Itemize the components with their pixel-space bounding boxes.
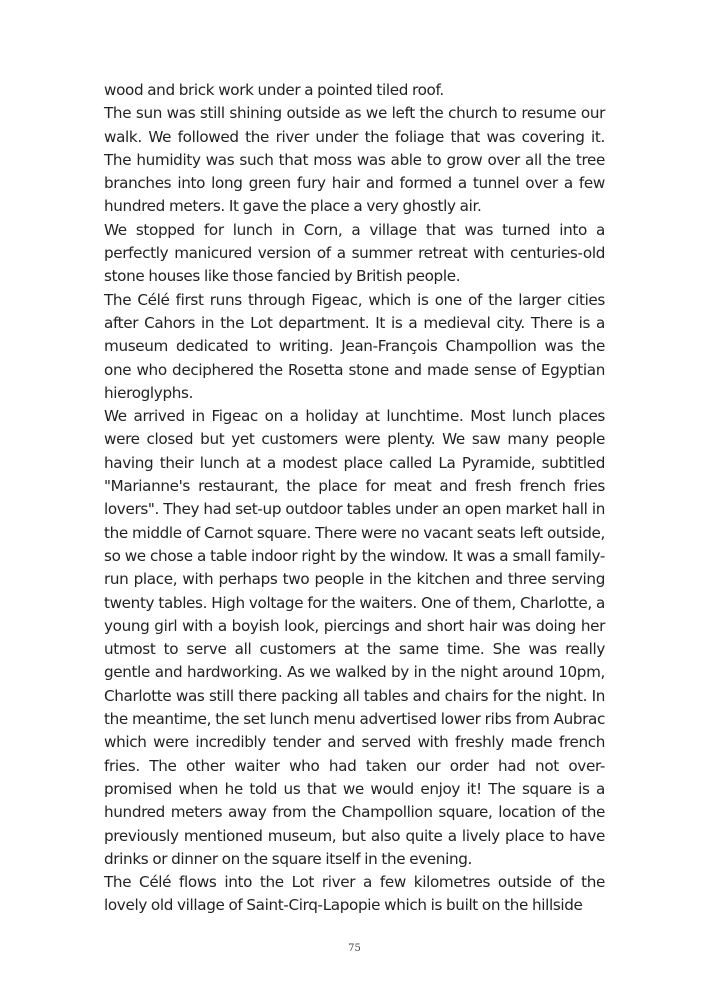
page-number: 75: [348, 943, 361, 954]
paragraph-saint-cirq-lapopie: The Célé flows into the Lot river a few kilometres outside of the lovely old village of Saint-Cirq-Lapopie which is built on the hillside: [104, 873, 605, 915]
paragraph-la-pyramide: We arrived in Figeac on a holiday at lunchtime. Most lunch places were closed but yet customers were plenty. We saw many people having their lunch at a modest place called La Pyramide, subtitled "Marianne's restaurant, the place for meat and fresh french fries lovers". They had set-up outdoor tables under an open market hall in the middle of Carnot square. There were no vacant seats left outside, so we chose a table indoor right by the window. It was a small family-run place, with perhaps two people in the kitchen and three serving twenty tables. High voltage for the waiters. One of them, Charlotte, a young girl with a boyish look, piercings and short hair was doing her utmost to serve all customers at the same time. She was really gentle and hardworking. As we walked by in the night around 10pm, Charlotte was still there packing all tables and chairs for the night. In the meantime, the set lunch menu advertised lower ribs from Aubrac which were incredibly tender and served with freshly made french fries. The other waiter who had taken our order had not over-promised when he told us that we would enjoy it! The square is a hundred meters away from the Champollion square, location of the previously mentioned museum, but also quite a lively place to have drinks or dinner on the square itself in the evening.: [104, 407, 605, 868]
paragraph-figeac: The Célé first runs through Figeac, which is one of the larger cities after Cahors in the Lot department. It is a medieval city. There is a museum dedicated to writing. Jean-François Champollion was the one who deciphered the Rosetta stone and made sense of Egyptian hieroglyphs.: [104, 290, 605, 402]
paragraph-walk-river: The sun was still shining outside as we left the church to resume our walk. We followed the river under the foliage that was covering it. The humidity was such that moss was able to grow over all the tree branches into long green fury hair and formed a tunnel over a few hundred meters. It gave the place a very ghostly air.: [104, 104, 605, 216]
body-text: [104, 79, 605, 918]
paragraph-lunch-corn: We stopped for lunch in Corn, a village that was turned into a perfectly manicured version of a summer retreat with centuries-old stone houses like those fancied by British people.: [104, 220, 605, 286]
paragraph-continuation: wood and brick work under a pointed tiled roof.: [104, 81, 444, 99]
